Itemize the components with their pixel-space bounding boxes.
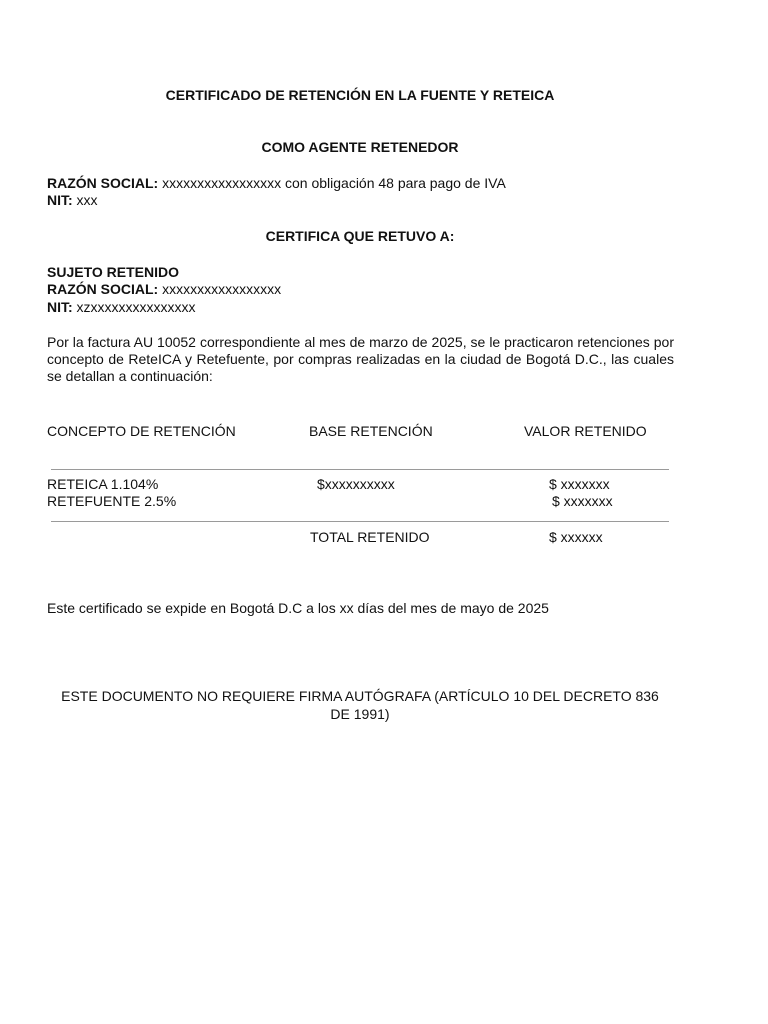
table-divider-top — [51, 469, 669, 470]
table-row-2-concept: RETEFUENTE 2.5% — [47, 493, 177, 509]
footer-note-line-1: ESTE DOCUMENTO NO REQUIERE FIRMA AUTÓGRAFA (ARTÍCULO 10 DEL DECRETO 836 — [61, 688, 659, 704]
subject-heading: SUJETO RETENIDO — [47, 264, 179, 280]
document-subtitle: COMO AGENTE RETENEDOR — [261, 139, 459, 155]
total-label: TOTAL RETENIDO — [310, 529, 430, 545]
table-row-1-base: $xxxxxxxxxx — [317, 476, 395, 492]
table-row-2-value: $ xxxxxxx — [552, 493, 613, 509]
document-title: CERTIFICADO DE RETENCIÓN EN LA FUENTE Y RETEICA — [165, 87, 555, 103]
subject-nit-label: NIT: — [47, 299, 73, 315]
subject-razon-label: RAZÓN SOCIAL: — [47, 281, 159, 297]
table-row-1-value: $ xxxxxxx — [549, 476, 610, 492]
table-header-base: BASE RETENCIÓN — [309, 423, 433, 439]
subject-razon-social — [47, 281, 281, 298]
agent-razon-value: xxxxxxxxxxxxxxxxx con obligación 48 para pago de IVA — [158, 175, 506, 191]
description-paragraph: Por la factura AU 10052 correspondiente al mes de marzo de 2025, se le practicaron retenciones por concepto de ReteICA y Retefuente, por compras realizadas en la ciudad de Bogotá D.C., las cuales se detallan a continuación: — [47, 334, 674, 384]
table-row-1-concept: RETEICA 1.104% — [47, 476, 159, 492]
agent-razon-social — [47, 175, 506, 192]
agent-nit-label: NIT: — [47, 192, 73, 208]
agent-nit — [47, 192, 98, 209]
agent-nit-value: xxx — [72, 192, 98, 208]
table-divider-bottom — [51, 521, 669, 522]
subject-nit — [47, 299, 196, 316]
table-header-concept: CONCEPTO DE RETENCIÓN — [47, 423, 236, 439]
subject-razon-value: xxxxxxxxxxxxxxxxx — [158, 281, 282, 297]
agent-razon-label: RAZÓN SOCIAL: — [47, 175, 159, 191]
issued-statement: Este certificado se expide en Bogotá D.C a los xx días del mes de mayo de 2025 — [47, 600, 549, 616]
subject-nit-value: xzxxxxxxxxxxxxxxx — [72, 299, 196, 315]
footer-note-line-2: DE 1991) — [330, 706, 390, 722]
table-header-value: VALOR RETENIDO — [524, 423, 647, 439]
total-value: $ xxxxxx — [549, 529, 603, 545]
certifies-heading: CERTIFICA QUE RETUVO A: — [265, 228, 455, 244]
